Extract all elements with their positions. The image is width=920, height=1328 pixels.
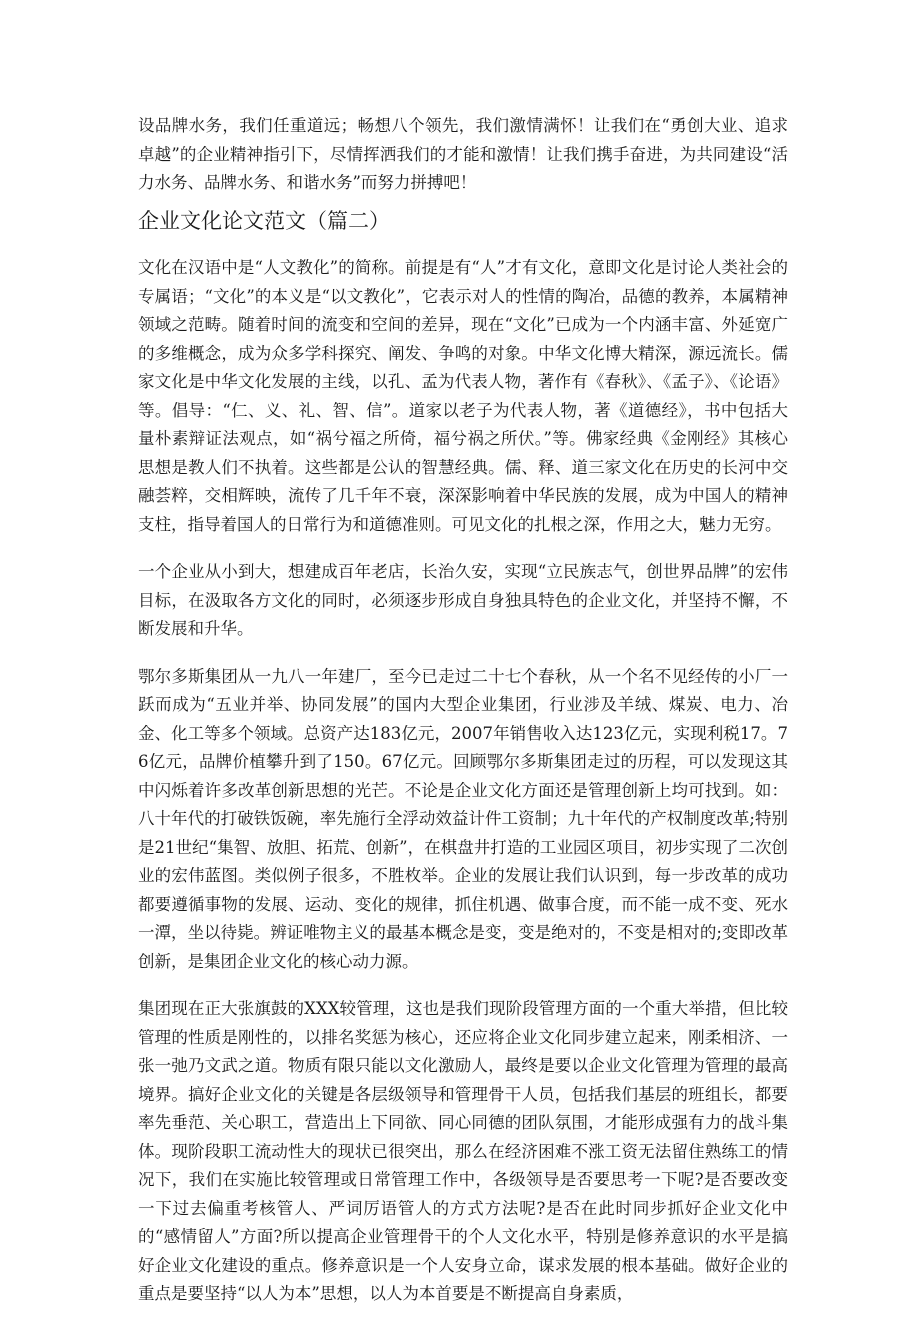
paragraph-erdos-history: 鄂尔多斯集团从一九八一年建厂，至今已走过二十七个春秋，从一个名不见经传的小厂一跃而成为“五业并举、协同发展”的国内大型企业集团，行业涉及羊绒、煤炭、电力、冶金、化工等多个领域。总资产达183亿元，2007年销售收入达123亿元，实现利税17。76亿元，品牌价植攀升到了150。67亿元。回顾鄂尔多斯集团走过的历程，可以发现这其中闪烁着许多改革创新思想的光芒。不论是企业文化方面还是管理创新上均可找到。如：八十年代的打破铁饭碗，率先施行全浮动效益计件工资制；九十年代的产权制度改革;特别是21世纪“集智、放胆、拓荒、创新”，在棋盘井打造的工业园区项目，初步实现了二次创业的宏伟蓝图。类似例子很多，不胜枚举。企业的发展让我们认识到，每一步改革的成功都要遵循事物的发展、运动、变化的规律，抓住机遇、做事合度，而不能一成不变、死水一潭，坐以待毙。辨证唯物主义的最基本概念是变，变是绝对的，不变是相对的;变即改革创新，是集团企业文化的核心动力源。	[138, 666, 788, 971]
paragraph-culture-definition: 文化在汉语中是“人文教化”的简称。前提是有“人”才有文化，意即文化是讨论人类社会的专属语；“文化”的本义是“以文教化”，它表示对人的性情的陶冶，品德的教养，本属精神领域之范畴。随着时间的流变和空间的差异，现在“文化”已成为一个内涵丰富、外延宽广的多维概念，成为众多学科探究、阐发、争鸣的对象。中华文化博大精深，源远流长。儒家文化是中华文化发展的主线，以孔、孟为代表人物，著作有《春秋》、《孟子》、《论语》等。倡导：“仁、义、礼、智、信”。道家以老子为代表人物，著《道德经》，书中包括大量朴素辩证法观点，如“祸兮福之所倚，福兮祸之所伏。”等。佛家经典《金刚经》其核心思想是教人们不执着。这些都是公认的智慧经典。儒、释、道三家文化在历史的长河中交融荟粹，交相辉映，流传了几千年不衰，深深影响着中华民族的发展，成为中国人的精神支柱，指导着国人的日常行为和道德准则。可见文化的扎根之深，作用之大，魅力无穷。	[138, 258, 788, 534]
paragraph-enterprise-goal: 一个企业从小到大，想建成百年老店，长治久安，实现“立民族志气，创世界品牌”的宏伟目标，在汲取各方文化的同时，必须逐步形成自身独具特色的企业文化，并坚持不懈，不断发展和升华。	[138, 562, 788, 638]
section-title: 企业文化论文范文（篇二）	[138, 209, 390, 233]
intro-paragraph: 设品牌水务，我们任重道远；畅想八个领先，我们激情满怀！让我们在“勇创大业、追求卓越”的企业精神指引下，尽情挥洒我们的才能和激情！让我们携手奋进，为共同建设“活力水务、品牌水务、和谐水务”而努力拼搏吧！	[138, 116, 788, 192]
document-body	[138, 254, 788, 1328]
intro-section	[138, 112, 788, 198]
paragraph-comparative-management: 集团现在正大张旗鼓的XXX较管理，这也是我们现阶段管理方面的一个重大举措，但比较管理的性质是刚性的，以排名奖惩为核心，还应将企业文化同步建立起来，刚柔相济、一张一弛乃文武之道。物质有限只能以文化激励人，最终是要以企业文化管理为管理的最高境界。搞好企业文化的关键是各层级领导和管理骨干人员，包括我们基层的班组长，都要率先垂范、关心职工，营造出上下同欲、同心同德的团队氛围，才能形成强有力的战斗集体。现阶段职工流动性大的现状已很突出，那么在经济困难不涨工资无法留住熟练工的情况下，我们在实施比较管理或日常管理工作中，各级领导是否要思考一下呢?是否要改变一下过去偏重考核管人、严词厉语管人的方式方法呢?是否在此时同步抓好企业文化中的“感情留人”方面?所以提高企业管理骨干的个人文化水平，特别是修养意识的水平是搞好企业文化建设的重点。修养意识是一个人安身立命，谋求发展的根本基础。做好企业的重点是要坚持“以人为本”思想，以人为本首要是不断提高自身素质，	[138, 999, 788, 1303]
